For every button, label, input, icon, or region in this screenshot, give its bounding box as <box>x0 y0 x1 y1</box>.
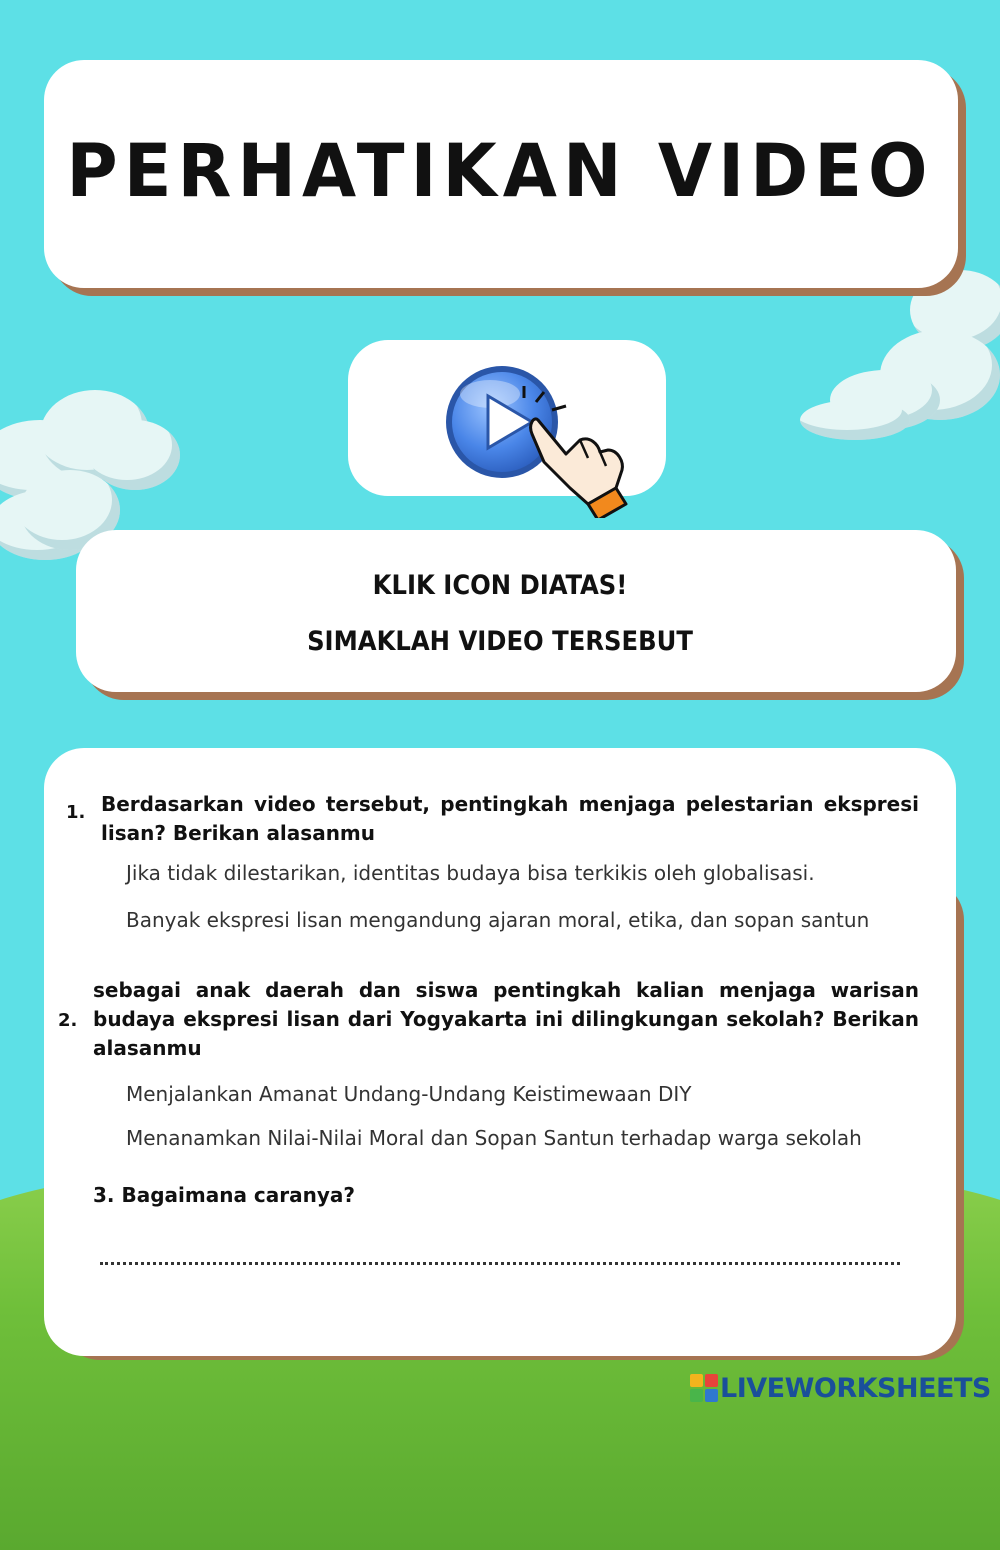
liveworksheets-logo-icon <box>690 1374 718 1402</box>
question-text-3: Bagaimana caranya? <box>121 1183 356 1207</box>
play-button-icon[interactable] <box>440 358 640 518</box>
answer-option-2b[interactable]: Menanamkan Nilai-Nilai Moral dan Sopan Santun terhadap warga sekolah <box>126 1126 862 1150</box>
question-number-1: 1. <box>66 802 86 823</box>
instruction-line-2: SIMAKLAH VIDEO TERSEBUT <box>307 626 693 657</box>
question-3 <box>93 1181 693 1210</box>
brand-name: LIVEWORKSHEETS <box>720 1372 991 1404</box>
answer-option-1b[interactable]: Banyak ekspresi lisan mengandung ajaran moral, etika, dan sopan santun <box>126 908 870 932</box>
play-button[interactable] <box>440 358 640 518</box>
question-number-2: 2. <box>58 1010 78 1031</box>
instruction-card <box>76 530 956 692</box>
answer-input-line-3[interactable] <box>100 1262 900 1265</box>
answer-option-2a[interactable]: Menjalankan Amanat Undang-Undang Keistimewaan DIY <box>126 1082 692 1106</box>
question-text-2: sebagai anak daerah dan siswa pentingkah kalian menjaga warisan budaya ekspresi lisan dari Yogyakarta ini dilingkungan sekolah? Berikan alasanmu <box>93 978 919 1060</box>
cloud-right-icon <box>800 270 1000 460</box>
liveworksheets-logo <box>690 1372 991 1404</box>
pointing-hand-icon <box>531 419 626 518</box>
instruction-line-1: KLIK ICON DIATAS! <box>372 570 628 601</box>
question-number-3: 3. <box>93 1183 115 1207</box>
question-text-1: Berdasarkan video tersebut, pentingkah menjaga pelestarian ekspresi lisan? Berikan alasanmu <box>101 792 919 845</box>
answer-option-1a[interactable]: Jika tidak dilestarikan, identitas budaya bisa terkikis oleh globalisasi. <box>126 861 815 885</box>
page-title: PERHATIKAN VIDEO <box>66 127 934 215</box>
